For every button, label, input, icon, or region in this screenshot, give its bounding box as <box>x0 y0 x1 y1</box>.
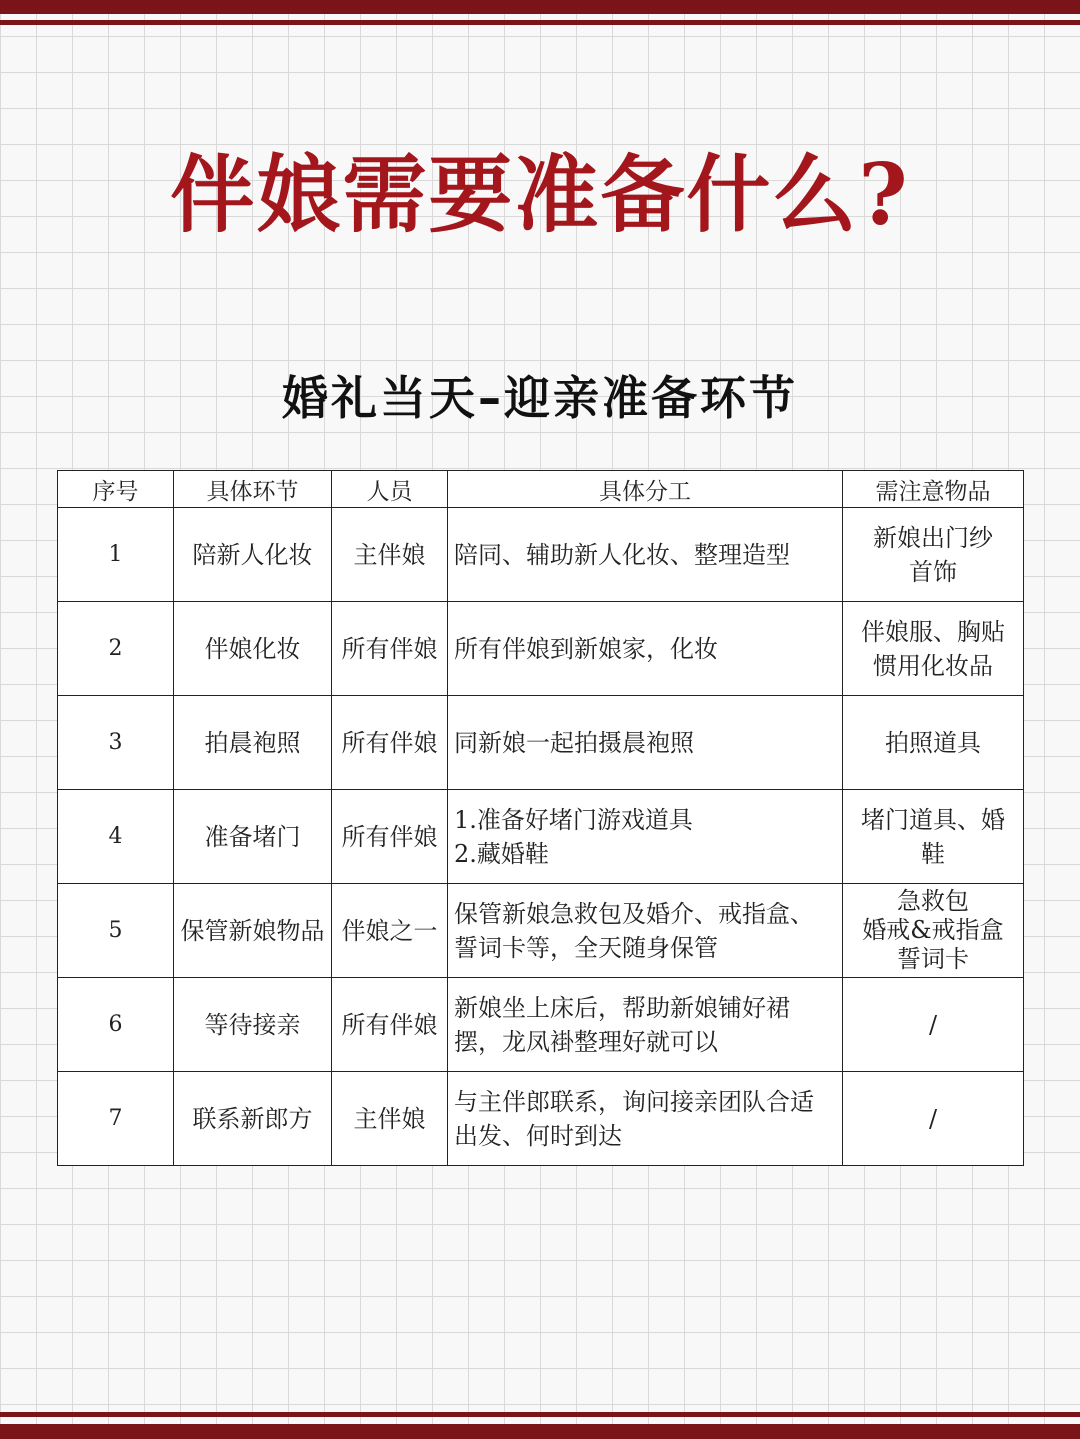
bottom-border-band <box>0 1424 1080 1439</box>
row-number: 1 <box>58 508 174 602</box>
row-items-text: 新娘出门纱 首饰 <box>873 523 993 586</box>
top-border-band <box>0 0 1080 14</box>
row-task-text: 与主伴郎联系，询问接亲团队合适 出发、何时到达 <box>454 1087 814 1150</box>
row-task-text: 同新娘一起拍摄晨袍照 <box>454 728 694 757</box>
header-step: 具体环节 <box>174 471 332 508</box>
table-row <box>58 790 1024 884</box>
header-items: 需注意物品 <box>843 471 1024 508</box>
row-task-text: 1.准备好堵门游戏道具 2.藏婚鞋 <box>454 805 693 868</box>
row-number: 7 <box>58 1072 174 1166</box>
row-step: 伴娘化妆 <box>174 602 332 696</box>
row-person: 伴娘之一 <box>332 884 448 978</box>
table-row <box>58 508 1024 602</box>
row-task <box>448 978 843 1072</box>
row-items-text: 伴娘服、胸贴 惯用化妆品 <box>861 617 1005 680</box>
row-step: 准备堵门 <box>174 790 332 884</box>
top-border-line <box>0 20 1080 25</box>
row-task-text: 保管新娘急救包及婚介、戒指盒、 誓词卡等，全天随身保管 <box>454 899 814 962</box>
row-task-text: 所有伴娘到新娘家，化妆 <box>454 634 718 663</box>
row-person: 主伴娘 <box>332 508 448 602</box>
row-items <box>843 602 1024 696</box>
page-title: 伴娘需要准备什么? <box>170 145 910 244</box>
row-person: 主伴娘 <box>332 1072 448 1166</box>
row-task <box>448 508 843 602</box>
row-items <box>843 508 1024 602</box>
row-number: 4 <box>58 790 174 884</box>
table-row <box>58 602 1024 696</box>
row-step: 联系新郎方 <box>174 1072 332 1166</box>
row-number: 3 <box>58 696 174 790</box>
row-items <box>843 696 1024 790</box>
table-header-row <box>58 471 1024 508</box>
row-items <box>843 978 1024 1072</box>
table-row <box>58 978 1024 1072</box>
row-items <box>843 884 1024 978</box>
row-step: 陪新人化妆 <box>174 508 332 602</box>
table-row <box>58 696 1024 790</box>
row-items-text: 急救包 婚戒&戒指盒 誓词卡 <box>862 887 1004 973</box>
header-person: 人员 <box>332 471 448 508</box>
row-task <box>448 696 843 790</box>
header-no: 序号 <box>58 471 174 508</box>
section-subtitle: 婚礼当天–迎亲准备环节 <box>282 371 798 425</box>
row-task <box>448 790 843 884</box>
row-number: 5 <box>58 884 174 978</box>
row-step: 保管新娘物品 <box>174 884 332 978</box>
row-step: 拍晨袍照 <box>174 696 332 790</box>
row-task <box>448 884 843 978</box>
row-person: 所有伴娘 <box>332 790 448 884</box>
table-row <box>58 884 1024 978</box>
row-person: 所有伴娘 <box>332 696 448 790</box>
table-row <box>58 1072 1024 1166</box>
row-number: 6 <box>58 978 174 1072</box>
row-items <box>843 790 1024 884</box>
row-items-text: / <box>928 1010 938 1039</box>
row-task-text: 新娘坐上床后，帮助新娘铺好裙 摆，龙凤褂整理好就可以 <box>454 993 790 1056</box>
row-person: 所有伴娘 <box>332 978 448 1072</box>
row-step: 等待接亲 <box>174 978 332 1072</box>
row-items-text: / <box>928 1104 938 1133</box>
preparation-table <box>57 470 1024 1166</box>
row-person: 所有伴娘 <box>332 602 448 696</box>
bottom-border-line <box>0 1412 1080 1417</box>
header-task: 具体分工 <box>448 471 843 508</box>
row-number: 2 <box>58 602 174 696</box>
row-items-text: 堵门道具、婚 鞋 <box>861 805 1005 868</box>
row-task <box>448 602 843 696</box>
row-items-text: 拍照道具 <box>885 728 981 757</box>
row-items <box>843 1072 1024 1166</box>
row-task-text: 陪同、辅助新人化妆、整理造型 <box>454 540 790 569</box>
row-task <box>448 1072 843 1166</box>
